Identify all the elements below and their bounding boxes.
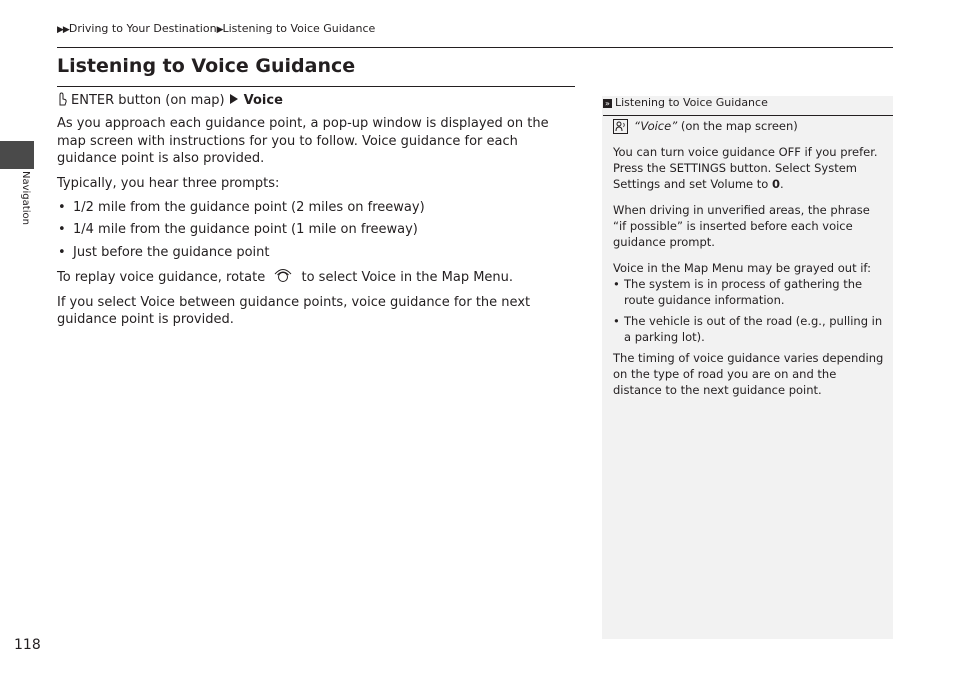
breadcrumb-arrow-icon: ▶ [216, 25, 223, 35]
system-settings-option: System Settings [613, 161, 857, 191]
grayed-out-paragraph [613, 260, 885, 276]
prompts-list [57, 199, 575, 261]
list-item [57, 221, 575, 238]
list-item-text: The vehicle is out of the road (e.g., pulling in a parking lot). [624, 314, 883, 344]
bullet-icon: • [58, 222, 66, 238]
intro-paragraph: As you approach each guidance point, a pop-up window is displayed on the map screen with instructions for you to follow. Voice guidance for each guidance point is also provided. [57, 116, 549, 167]
breadcrumb-item-section[interactable]: Driving to Your Destination [68, 22, 217, 35]
replay-text-pre: To replay voice guidance, rotate [57, 270, 266, 286]
grayed-text: in the Map Menu may be grayed out if: [647, 261, 871, 275]
timing-paragraph: The timing of voice guidance varies depending on the type of road you are on and the distance to the next guidance point. [613, 351, 884, 397]
voice-command-line [613, 118, 885, 134]
select-voice-option: Voice [140, 294, 175, 310]
list-item [57, 199, 575, 216]
turn-off-text-end: . [780, 177, 784, 191]
page-number: 118 [14, 637, 41, 653]
replay-text-mid: to select [301, 270, 358, 286]
section-tab-marker [0, 141, 34, 169]
prompts-intro: Typically, you hear three prompts: [57, 175, 280, 191]
notes-body [613, 118, 885, 408]
menu-path-target: Voice [243, 93, 283, 108]
turn-off-text-mid: and set [663, 177, 707, 191]
notes-header-divider [603, 115, 893, 116]
list-item-text: Just before the guidance point [73, 244, 270, 260]
breadcrumb-item-current[interactable]: Listening to Voice Guidance [222, 22, 376, 35]
unverified-paragraph: When driving in unverified areas, the phrase “if possible” is inserted before each voice guidance prompt. [613, 203, 870, 249]
hand-pointer-icon [57, 92, 67, 106]
bullet-icon: • [613, 314, 620, 328]
list-item-text: 1/4 mile from the guidance point (1 mile on freeway) [73, 222, 418, 238]
section-tab-label [17, 171, 31, 231]
header-divider [57, 47, 893, 48]
list-item [613, 276, 885, 308]
volume-value: 0 [772, 177, 781, 191]
breadcrumb-arrow-icon: ▶▶ [57, 25, 69, 35]
turn-off-paragraph [613, 144, 885, 192]
interface-dial-icon [272, 266, 294, 284]
select-paragraph [57, 294, 575, 329]
path-arrow-icon [230, 94, 238, 104]
menu-path-prefix: ENTER button (on map) [71, 93, 225, 108]
notes-header-text: Listening to Voice Guidance [615, 96, 768, 109]
select-text-pre: If you select [57, 294, 137, 310]
list-item-text: 1/2 mile from the guidance point (2 miles on freeway) [73, 200, 425, 216]
section-tab-text: Navigation [20, 171, 31, 225]
menu-path [57, 92, 575, 109]
list-item-text: The system is in process of gathering the route guidance information. [624, 277, 863, 307]
volume-option: Volume [710, 177, 754, 191]
page-title: Listening to Voice Guidance [57, 55, 356, 77]
breadcrumb [57, 22, 375, 35]
voice-command-icon [613, 119, 628, 134]
list-item [57, 244, 575, 261]
voice-command-quote: “Voice” [634, 119, 678, 133]
bullet-icon: • [58, 244, 66, 260]
select-text-post: between guidance points, voice guidance for the next guidance point is provided. [57, 294, 531, 328]
title-divider [57, 86, 575, 87]
double-chevron-icon: » [603, 99, 612, 108]
turn-off-text-pre: You can turn voice guidance OFF if you prefer. Press the SETTINGS button. Select [613, 145, 878, 175]
replay-text-post: in the Map Menu. [400, 270, 514, 286]
list-item [613, 313, 885, 345]
voice-command-context: (on the map screen) [680, 119, 798, 133]
replay-voice-option: Voice [361, 270, 397, 286]
grayed-conditions-list [613, 276, 885, 345]
main-content [57, 92, 575, 335]
grayed-voice-option: Voice [613, 261, 644, 275]
notes-header [603, 96, 893, 109]
bullet-icon: • [58, 200, 66, 216]
bullet-icon: • [613, 277, 620, 291]
replay-paragraph [57, 266, 575, 286]
turn-off-text-to: to [756, 177, 769, 191]
